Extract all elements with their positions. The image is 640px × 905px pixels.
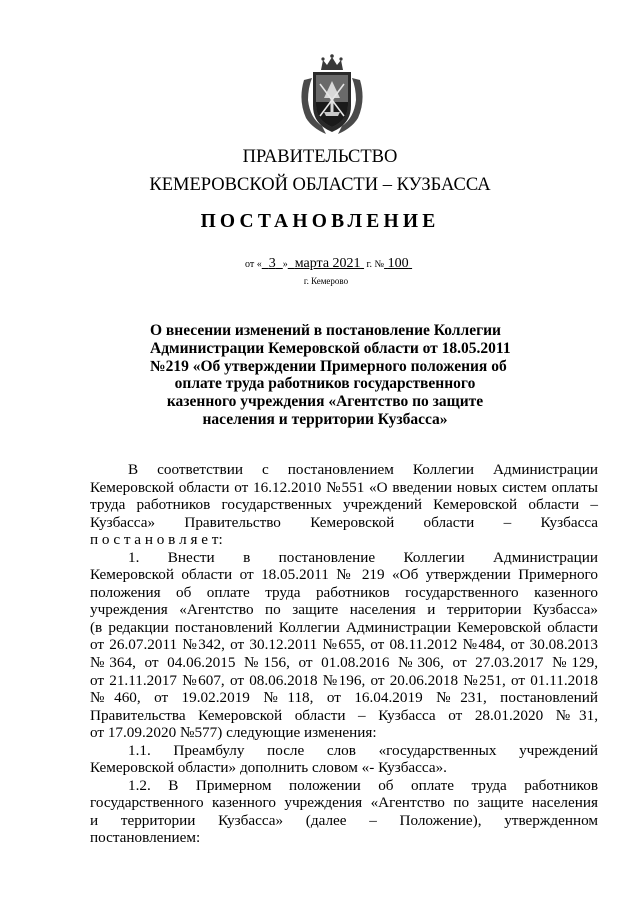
document-city: г. Кемерово	[303, 276, 349, 286]
body-line: №460, от 19.02.2019 №118, от 16.04.2019 №231, постановлений	[90, 689, 598, 707]
org-name-line1: ПРАВИТЕЛЬСТВО	[242, 147, 398, 167]
body-line: и территории Кузбасса» (далее – Положение), утвержденном	[90, 811, 598, 829]
title-line: №219 «Об утверждении Примерного положения об	[150, 357, 507, 375]
date-month-year: марта 2021	[294, 256, 361, 271]
title-line: оплате труда работников государственного	[174, 375, 476, 393]
body-line: (в редакции постановлений Коллегии Администрации Кемеровской области	[90, 618, 598, 636]
org-name-line2: КЕМЕРОВСКОЙ ОБЛАСТИ – КУЗБАССА	[149, 175, 491, 195]
body-line: постановлением:	[90, 829, 201, 847]
date-day: 3	[268, 256, 276, 271]
body-line: №364, от 04.06.2015 №156, от 01.08.2016 №306, от 27.03.2017 №129,	[90, 654, 598, 672]
document-title	[150, 322, 511, 429]
coat-of-arms-icon	[296, 54, 368, 136]
number-label: №	[374, 259, 385, 270]
title-line: населения и территории Кузбасса»	[202, 410, 448, 428]
body-line: от 21.11.2017 №607, от 08.06.2018 №196, от 20.06.2018 №251, от 01.11.2018	[90, 671, 598, 689]
body-line: учреждения «Агентство по защите населения и территории Кузбасса»	[90, 601, 598, 619]
title-line: О внесении изменений в постановление Коллегии	[150, 322, 501, 339]
body-line: Кузбасса» Правительство Кемеровской области – Кузбасса	[90, 513, 598, 531]
body-line: 1.2. В Примерном положении об оплате труда работников	[128, 776, 598, 794]
body-line: 1.1. Преамбулу после слов «государственных учреждений	[128, 741, 598, 759]
body-line: от 26.07.2011 №342, от 30.12.2011 №655, от 08.11.2012 №484, от 30.08.2013	[90, 636, 598, 654]
body-line: В соответствии с постановлением Коллегии Администрации	[128, 461, 598, 478]
title-line: Администрации Кемеровской области от 18.05.2011	[150, 339, 511, 357]
body-line: п о с т а н о в л я е т:	[90, 531, 223, 549]
body-line: государственного казенного учреждения «Агентство по защите населения	[90, 794, 598, 812]
document-number: 100	[387, 256, 409, 271]
document-type: ПОСТАНОВЛЕНИЕ	[200, 211, 440, 232]
document-date	[245, 257, 412, 272]
body-line: положения об оплате труда работников государственного казенного	[90, 583, 598, 601]
body-line: 1. Внести в постановление Коллегии Администрации	[128, 548, 598, 566]
body-line: Кемеровской области» дополнить словом «- Кузбасса».	[90, 759, 447, 777]
body-line: Кемеровской области от 16.12.2010 №551 «О введении новых систем оплаты	[90, 478, 598, 496]
title-line: казенного учреждения «Агентство по защите	[166, 393, 484, 411]
date-mid: »	[282, 259, 288, 270]
date-prefix: от «	[245, 259, 262, 270]
body-line: Правительства Кемеровской области – Кузбасса от 28.01.2020 №31,	[90, 706, 598, 724]
body-line: от 17.09.2020 №577) следующие изменения:	[90, 724, 377, 742]
document-body	[90, 461, 598, 847]
body-line: Кемеровской области от 18.05.2011 № 219 «Об утверждении Примерного	[90, 566, 598, 584]
body-line: труда работников государственных учреждений Кемеровской области –	[90, 496, 598, 514]
date-year-suffix: г.	[366, 259, 373, 270]
